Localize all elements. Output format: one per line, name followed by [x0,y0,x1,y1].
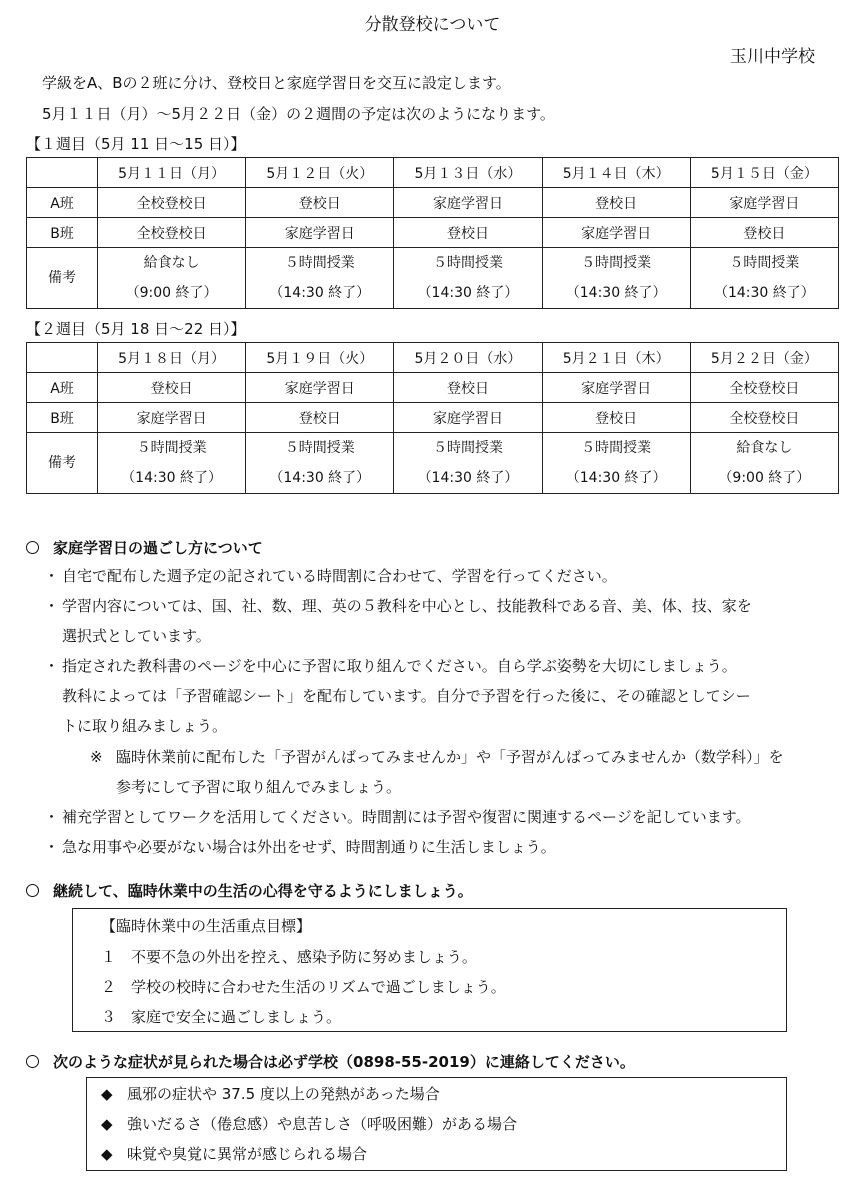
week1-label: 【１週目（5月 11 日～15 日）】 [26,135,246,153]
day-cell: 5月１４日（木） [542,158,690,188]
note-continuation: 参考にして予習に取り組んでみましょう。 [116,778,402,796]
note-cell [246,248,394,309]
list-item-text: 学習内容については、国、社、数、理、英の５教科を中心とし、技能教科である音、美、体、技、家を [62,597,752,615]
section-heading-symptoms [26,1051,635,1072]
corner-cell [27,158,98,188]
note-cell [246,433,394,494]
note-line-1: 給食なし [736,440,793,456]
note-line-1: ５時間授業 [581,440,652,456]
day-cell: 5月１５日（金） [690,158,838,188]
table-cell: 家庭学習日 [394,403,542,433]
section-heading-home-study [26,537,263,558]
note-line-1: ５時間授業 [284,255,355,271]
note-line-1: ５時間授業 [729,255,800,271]
note-line-2: （14:30 終了） [269,285,371,301]
table-cell: 家庭学習日 [542,218,690,248]
day-cell: 5月２２日（金） [690,343,838,373]
table-cell: 登校日 [542,188,690,218]
list-item-text: 自宅で配布した週予定の記されている時間割に合わせて、学習を行ってください。 [62,567,617,585]
circle-bullet-icon [26,884,39,897]
table-cell: 全校登校日 [98,188,246,218]
goals-box [72,908,787,1032]
table-cell: 登校日 [246,188,394,218]
note-text: 臨時休業前に配布した「予習がんばってみませんか」や「予習がんばってみませんか（数学科）」を [116,748,784,766]
table-cell: 登校日 [394,218,542,248]
symptom-text: 風邪の症状や 37.5 度以上の発熱があった場合 [127,1085,440,1103]
table-cell: 家庭学習日 [542,373,690,403]
goal-text: 家庭で安全に過ごしましょう。 [131,1008,342,1026]
list-item-continuation: 選択式としています。 [62,627,211,645]
note-cell [690,248,838,309]
circle-bullet-icon [26,541,39,554]
table-cell: 家庭学習日 [394,188,542,218]
list-item [44,561,844,591]
table-row-note [27,433,839,494]
list-item-continuation: トに取り組みましょう。 [62,717,228,735]
intro-line-2: 5月１１日（月）～5月２２日（金）の２週間の予定は次のようになります。 [42,105,555,123]
table-cell: 家庭学習日 [246,218,394,248]
list-item [44,832,844,862]
table-cell: 登校日 [98,373,246,403]
school-name: 玉川中学校 [730,47,815,67]
table-row-a [27,373,839,403]
diamond-bullet-icon: ◆ [101,1115,113,1133]
note-line-2: （14:30 終了） [121,470,222,486]
row-label: B班 [27,218,98,248]
note-cell [542,248,690,309]
table-cell: 登校日 [542,403,690,433]
intro-line-1: 学級をA、Bの２班に分け、登校日と家庭学習日を交互に設定します。 [42,74,511,92]
diamond-bullet-icon: ◆ [101,1145,113,1163]
note-line-2: （14:30 終了） [417,285,519,301]
list-item-text: 補充学習としてワークを活用してください。時間割には予習や復習に関連するページを記しています。 [62,808,751,826]
list-item-text: 急な用事や必要がない場合は外出をせず、時間割通りに生活しましょう。 [62,838,556,856]
note-cell [394,248,542,309]
table-cell: 全校登校日 [690,403,838,433]
goal-number: １ [101,948,117,966]
table-row-b [27,218,839,248]
row-label: 備考 [27,248,98,309]
week2-table [26,342,839,494]
note-cell [98,248,246,309]
table-cell: 全校登校日 [690,373,838,403]
section-heading-rules [26,880,473,901]
section-heading-text: 家庭学習日の過ごし方について [53,539,263,557]
list-item [44,651,844,681]
goals-box-title: 【臨時休業中の生活重点目標】 [101,917,312,935]
note-cell [394,433,542,494]
goal-text: 学校の校時に合わせた生活のリズムで過ごしましょう。 [131,978,506,996]
symptom-item [101,1113,517,1134]
table-header-row [27,158,839,188]
goal-item [101,946,477,967]
day-cell: 5月１１日（月） [98,158,246,188]
note-line-2: （14:30 終了） [565,470,667,486]
bullet-dot-icon: ・ [44,597,60,615]
note-line-1: ５時間授業 [432,440,503,456]
note-cell [98,433,246,494]
bullet-dot-icon: ・ [44,567,60,585]
table-row-b [27,403,839,433]
goal-number: ２ [101,978,117,996]
note-line-2: （9:00 終了） [125,285,218,301]
row-label: A班 [27,188,98,218]
note-line-2: （14:30 終了） [269,470,371,486]
symptom-text: 味覚や臭覚に異常が感じられる場合 [127,1145,368,1163]
goal-text: 不要不急の外出を控え、感染予防に努めましょう。 [131,948,477,966]
row-label: 備考 [27,433,98,494]
goal-number: ３ [101,1008,117,1026]
table-cell: 家庭学習日 [690,188,838,218]
note-line-1: ５時間授業 [284,440,355,456]
list-item [44,802,844,832]
day-cell: 5月１８日（月） [98,343,246,373]
symptom-item [101,1143,367,1164]
table-header-row [27,343,839,373]
symptoms-box [86,1077,787,1171]
week1-table [26,157,839,309]
diamond-bullet-icon: ◆ [101,1085,113,1103]
day-cell: 5月１２日（火） [246,158,394,188]
note-line-2: （14:30 終了） [565,285,667,301]
day-cell: 5月２１日（木） [542,343,690,373]
note-cell [690,433,838,494]
note-line-2: （9:00 終了） [718,470,811,486]
section-heading-text: 次のような症状が見られた場合は必ず学校（0898-55-2019）に連絡してください。 [53,1053,635,1071]
note-line-2: （14:30 終了） [417,470,519,486]
week2-label: 【２週目（5月 18 日～22 日）】 [26,320,246,338]
table-cell: 家庭学習日 [246,373,394,403]
goal-item [101,1006,341,1027]
note-line-1: 給食なし [143,255,200,271]
table-cell: 全校登校日 [98,218,246,248]
bullet-dot-icon: ・ [44,808,60,826]
table-cell: 登校日 [394,373,542,403]
circle-bullet-icon [26,1055,39,1068]
table-row-note [27,248,839,309]
corner-cell [27,343,98,373]
day-cell: 5月２０日（水） [394,343,542,373]
row-label: B班 [27,403,98,433]
table-cell: 家庭学習日 [98,403,246,433]
bullet-dot-icon: ・ [44,838,60,856]
day-cell: 5月１９日（火） [246,343,394,373]
note-line-1: ５時間授業 [136,440,207,456]
list-item [44,591,844,621]
note-line-1: ５時間授業 [432,255,503,271]
document-title: 分散登校について [364,15,501,35]
note-cell [542,433,690,494]
section-heading-text: 継続して、臨時休業中の生活の心得を守るようにしましょう。 [53,882,473,900]
table-cell: 登校日 [246,403,394,433]
bullet-dot-icon: ・ [44,657,60,675]
list-item-continuation: 教科によっては「予習確認シート」を配布しています。自分で予習を行った後に、その確認としてシー [62,687,751,705]
note-mark: ※ [90,748,103,766]
row-label: A班 [27,373,98,403]
goal-item [101,976,506,997]
note-line-1: ５時間授業 [581,255,652,271]
note-item [90,742,850,772]
table-cell: 登校日 [690,218,838,248]
list-item-text: 指定された教科書のページを中心に予習に取り組んでください。自ら学ぶ姿勢を大切にしましょう。 [62,657,737,675]
symptom-text: 強いだるさ（倦怠感）や息苦しさ（呼吸困難）がある場合 [127,1115,518,1133]
day-cell: 5月１３日（水） [394,158,542,188]
symptom-item [101,1083,440,1104]
note-line-2: （14:30 終了） [713,285,815,301]
table-row-a [27,188,839,218]
